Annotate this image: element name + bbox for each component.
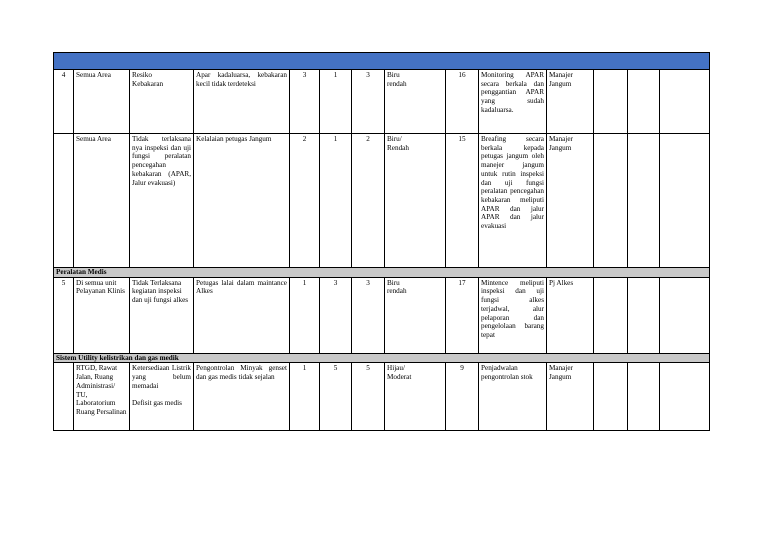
cell-action: Monitoring APAR secara berkala dan penggantian APAR yang sudah kadaluarsa. xyxy=(479,70,547,134)
cell-pic: Manajer Jangum xyxy=(547,363,594,431)
header-bar-cell xyxy=(54,53,710,70)
cell-area: Semua Area xyxy=(74,134,130,268)
cell-empty xyxy=(594,277,628,353)
cell-risk-value: 5 xyxy=(352,363,385,431)
section-header xyxy=(54,268,710,278)
table-row xyxy=(54,363,710,431)
risk-register-sheet xyxy=(53,52,709,431)
section-title: Sistem Utility kelistrikan dan gas medik xyxy=(54,353,710,363)
cell-level: Biru rendah xyxy=(385,277,446,353)
cell-pic: Manajer Jangum xyxy=(547,134,594,268)
cell-empty xyxy=(628,363,660,431)
section-header xyxy=(54,353,710,363)
cell-empty xyxy=(660,134,710,268)
cell-impact: 1 xyxy=(320,134,352,268)
cell-risk-value: 3 xyxy=(352,277,385,353)
cell-likelihood: 3 xyxy=(290,70,320,134)
cell-empty xyxy=(628,134,660,268)
cell-no xyxy=(54,363,74,431)
cell-empty xyxy=(628,70,660,134)
risk-item: Ketersediaan Listrik yang belum memadai xyxy=(132,364,191,390)
cell-score: 9 xyxy=(446,363,479,431)
spacer xyxy=(132,391,191,399)
cell-area: Semua Area xyxy=(74,70,130,134)
section-title: Peralatan Medis xyxy=(54,268,710,278)
cell-risk: Resiko Kebakaran xyxy=(130,70,194,134)
cell-impact: 3 xyxy=(320,277,352,353)
cell-likelihood: 1 xyxy=(290,363,320,431)
risk-item: Defisit gas medis xyxy=(132,398,182,407)
cell-action: Penjadwalan pengontrolan stok xyxy=(479,363,547,431)
cell-action: Mintence meliputi inspeksi dan uji fungsi alkes terjadwal, alur pelaporan dan pengelolaan barang tepat xyxy=(479,277,547,353)
cell-no xyxy=(54,134,74,268)
cell-area: Di semua unit Pelayanan Klinis xyxy=(74,277,130,353)
cell-cause: Petugas lalai dalam maintance Alkes xyxy=(194,277,290,353)
table-row xyxy=(54,277,710,353)
cell-risk-value: 3 xyxy=(352,70,385,134)
risk-register-table xyxy=(53,52,710,431)
cell-score: 16 xyxy=(446,70,479,134)
cell-level: Hijau/ Moderat xyxy=(385,363,446,431)
cell-level: Biru/ Rendah xyxy=(385,134,446,268)
cell-area: RTGD, Rawat Jalan, Ruang Administrasi/ TU, Laboratorium Ruang Persalinan xyxy=(74,363,130,431)
cell-impact: 1 xyxy=(320,70,352,134)
cell-cause: Pengontrolan Minyak genset dan gas medis tidak sejalan xyxy=(194,363,290,431)
cell-empty xyxy=(660,363,710,431)
cell-likelihood: 1 xyxy=(290,277,320,353)
cell-pic: Pj Alkes xyxy=(547,277,594,353)
cell-no: 5 xyxy=(54,277,74,353)
cell-score: 17 xyxy=(446,277,479,353)
cell-level: Biru rendah xyxy=(385,70,446,134)
cell-risk: Tidak terlaksana nya inspeksi dan uji fungsi peralatan pencegahan kebakaran (APAR, Jalur evakuasi) xyxy=(130,134,194,268)
cell-score: 15 xyxy=(446,134,479,268)
cell-no: 4 xyxy=(54,70,74,134)
cell-empty xyxy=(594,363,628,431)
cell-empty xyxy=(594,134,628,268)
header-bar xyxy=(54,53,710,70)
cell-empty xyxy=(594,70,628,134)
cell-empty xyxy=(660,277,710,353)
cell-likelihood: 2 xyxy=(290,134,320,268)
cell-risk: Tidak Terlaksana kegiatan inspeksi dan uji fungsi alkes xyxy=(130,277,194,353)
table-row xyxy=(54,134,710,268)
cell-pic: Manajer Jangum xyxy=(547,70,594,134)
cell-cause: Kelalaian petugas Jangum xyxy=(194,134,290,268)
cell-action: Breafing secara berkala kepada petugas jangum oleh manejer jangum untuk rutin inspeksi dan uji fungsi peralatan pencegahan kebakaran meliputi APAR dan jalur APAR dan jalur evakuasi xyxy=(479,134,547,268)
cell-cause: Apar kadaluarsa, kebakaran kecil tidak terdeteksi xyxy=(194,70,290,134)
cell-empty xyxy=(628,277,660,353)
cell-risk-value: 2 xyxy=(352,134,385,268)
table-row xyxy=(54,70,710,134)
cell-empty xyxy=(660,70,710,134)
cell-impact: 5 xyxy=(320,363,352,431)
cell-risk xyxy=(130,363,194,431)
